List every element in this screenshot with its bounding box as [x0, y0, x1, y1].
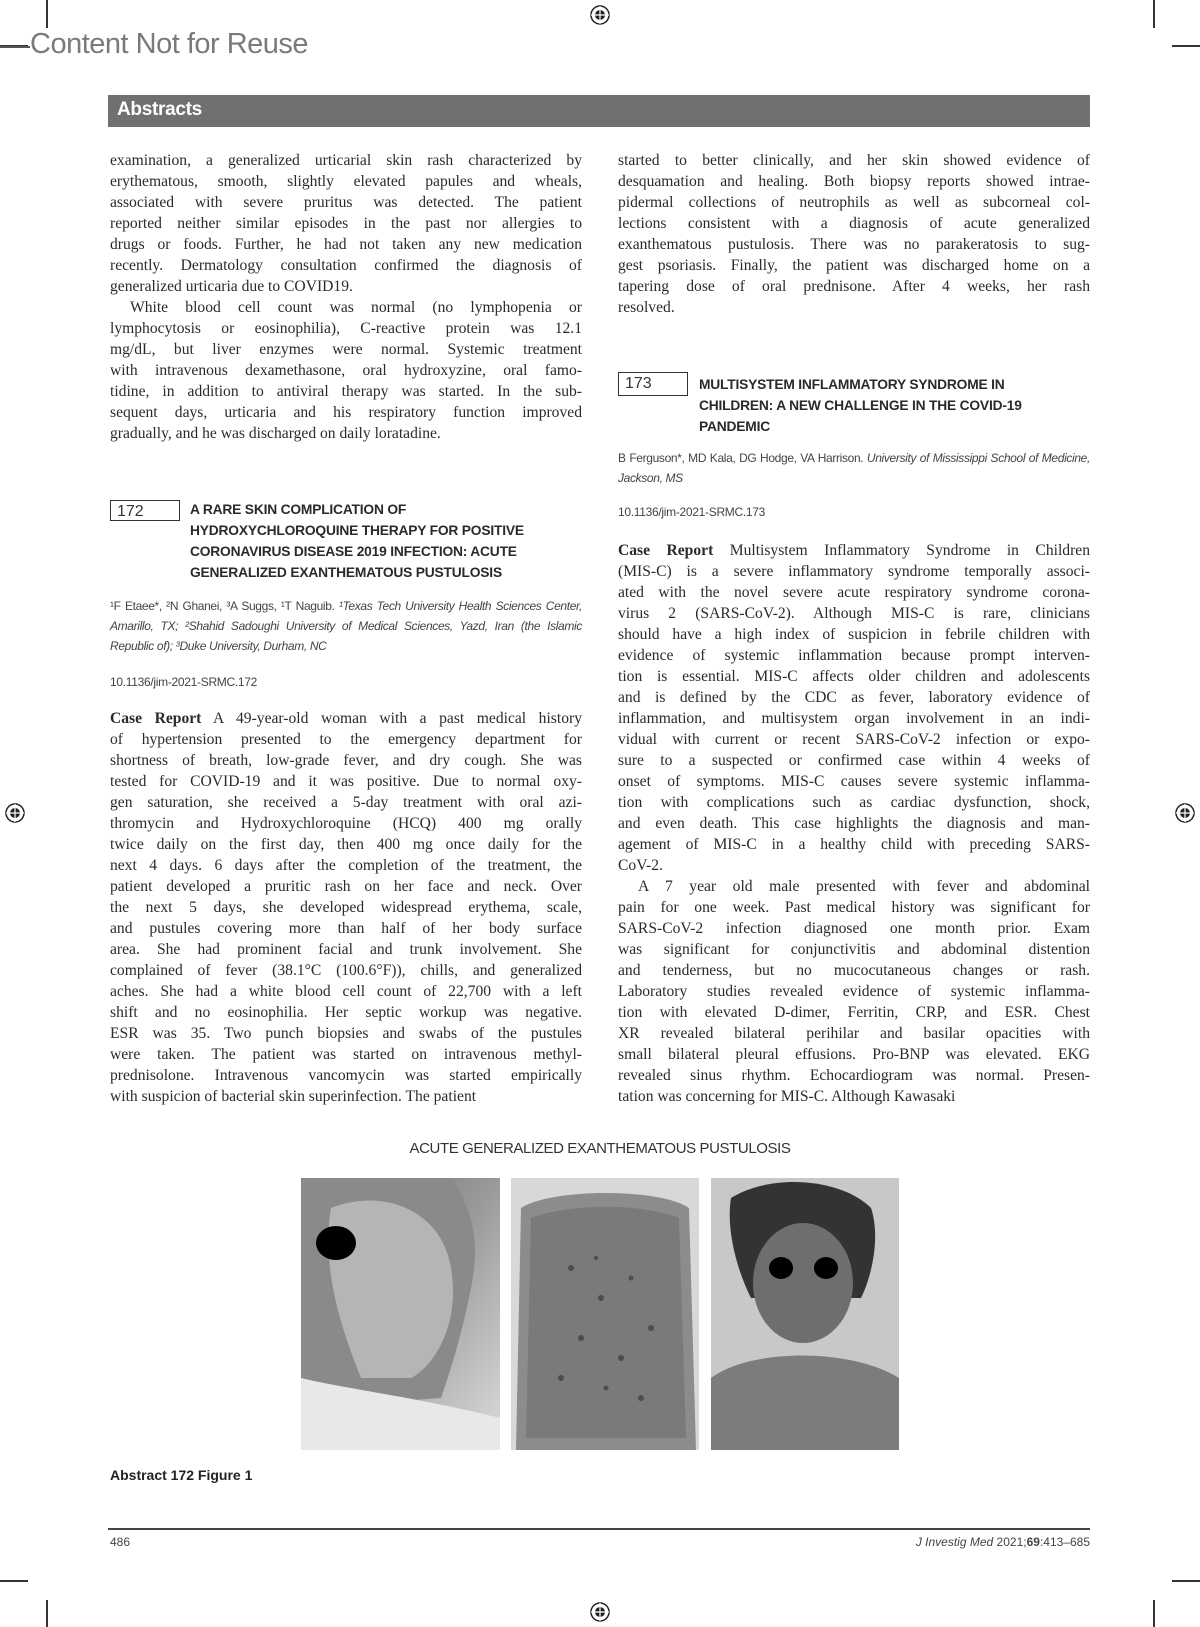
text-line: shortness of breath, low-grade fever, and dry cough. She was [110, 752, 582, 769]
patient-photo-back [511, 1178, 699, 1450]
text-line [110, 708, 582, 729]
text-line: with suspicion of bacterial skin superinfection. The patient [110, 1088, 477, 1105]
registration-mark-icon [4, 802, 26, 824]
text-line: revealed sinus rhythm. Echocardiogram was normal. Presen- [618, 1067, 1090, 1084]
text-line: small bilateral pleural effusions. Pro-BNP was elevated. EKG [618, 1046, 1090, 1063]
text-line: was significant for conjunctivitis and abdominal distention [618, 941, 1090, 958]
journal-citation [916, 1535, 1090, 1549]
case-report-172 [110, 708, 582, 1107]
text-line: tidine, in addition to antiviral therapy was started. In the sub- [110, 383, 582, 400]
text-line: Laboratory studies revealed evidence of systemic inflamma- [618, 983, 1090, 1000]
text-line: erythematous, smooth, slightly elevated papules and wheals, [110, 173, 582, 190]
crop-mark [0, 1580, 28, 1582]
crop-mark [1172, 1580, 1200, 1582]
text-line: gen saturation, she received a 5-day treatment with oral azi- [110, 794, 582, 811]
text-line: complained of fever (38.1°C (100.6°F)), chills, and generalized [110, 962, 582, 979]
text-line: drugs or foods. Further, he had not taken any new medication [110, 236, 582, 253]
abstract-number-172: 172 [110, 500, 180, 521]
text-line: area. She had prominent facial and trunk involvement. She [110, 941, 582, 958]
text-line: mg/dL, but liver enzymes were normal. Systemic treatment [110, 341, 582, 358]
text-line: and is defined by the CDC as fever, laboratory evidence of [618, 689, 1090, 706]
text-line: the next 5 days, she developed widespread erythema, scale, [110, 899, 582, 916]
text-line: gradually, and he was discharged on daily loratadine. [110, 425, 441, 442]
watermark: Content Not for Reuse [30, 28, 309, 60]
text-line: sure to a suspected or confirmed case within 4 weeks of [618, 752, 1090, 769]
text-line: with intravenous dexamethasone, oral hydroxyzine, oral famo- [110, 362, 582, 379]
text-line: tion is essential. MIS-C affects older children and adolescents [618, 668, 1090, 685]
text-line: shift and no eosinophilia. Her septic workup was negative. [110, 1004, 582, 1021]
title-line: GENERALIZED EXANTHEMATOUS PUSTULOSIS [190, 565, 502, 580]
crop-mark [1172, 45, 1200, 47]
crop-mark [46, 0, 48, 28]
crop-mark [46, 1600, 48, 1627]
text-line: and pustules covering more than half of her body surface [110, 920, 582, 937]
text-line: examination, a generalized urticarial skin rash characterized by [110, 152, 582, 169]
page-number: 486 [110, 1535, 131, 1549]
text-line: patient developed a pruritic rash on her face and neck. Over [110, 878, 582, 895]
text-line: A 7 year old male presented with fever and abdominal [638, 878, 1090, 895]
authors-172 [110, 596, 582, 656]
patient-photo-face-front [711, 1178, 899, 1450]
registration-mark-icon [1174, 802, 1196, 824]
text-line: pidermal collections of neutrophils as well as subcorneal col- [618, 194, 1090, 211]
text-line: and even death. This case highlights the diagnosis and man- [618, 815, 1090, 832]
text-line: evidence of systemic inflammation because prompt interven- [618, 647, 1090, 664]
text-line: twice daily on the first day, then 400 mg once daily for the [110, 836, 582, 853]
text-line: vidual with current or recent SARS-CoV-2 infection or expo- [618, 731, 1090, 748]
text-line: recently. Dermatology consultation confirmed the diagnosis of [110, 257, 582, 274]
title-line: MULTISYSTEM INFLAMMATORY SYNDROME IN [699, 377, 1005, 392]
figure-title: ACUTE GENERALIZED EXANTHEMATOUS PUSTULOSIS [409, 1140, 791, 1157]
case-report-label: Case Report [110, 710, 202, 727]
title-line: HYDROXYCHLOROQUINE THERAPY FOR POSITIVE [190, 523, 524, 538]
doi-172: 10.1136/jim-2021-SRMC.172 [110, 675, 258, 689]
line-text: Multisystem Inflammatory Syndrome in Children [713, 542, 1090, 559]
text-line: reported neither similar episodes in the past nor allergies to [110, 215, 582, 232]
text-line: started to better clinically, and her skin showed evidence of [618, 152, 1090, 169]
text-line: tested for COVID-19 and it was positive. Due to normal oxy- [110, 773, 582, 790]
title-line: CHILDREN: A NEW CHALLENGE IN THE COVID-19 [699, 398, 1022, 413]
line-text: A 49-year-old woman with a past medical history [201, 710, 582, 727]
text-line: tion with complications such as cardiac dysfunction, shock, [618, 794, 1090, 811]
journal-name: J Investig Med [915, 1535, 994, 1549]
text-line: gest psoriasis. Finally, the patient was discharged home on a [618, 257, 1090, 274]
footer-rule [108, 1528, 1090, 1530]
text-line: onset of symptoms. MIS-C causes severe systemic inflamma- [618, 773, 1090, 790]
abstract-title-173 [699, 374, 1022, 437]
affiliations: University of Mississippi School of Medicine, Jackson, MS [618, 451, 1090, 485]
text-line: were taken. The patient was started on intravenous methyl- [110, 1046, 582, 1063]
text-line: tion with elevated D-dimer, Ferritin, CRP, and ESR. Chest [618, 1004, 1090, 1021]
text-line: agement of MIS-C in a healthy child with preceding SARS- [618, 836, 1090, 853]
text-line: SARS-CoV-2 infection diagnosed one month prior. Exam [618, 920, 1090, 937]
affiliations: ¹Texas Tech University Health Sciences Center, Amarillo, TX; ²Shahid Sadoughi University of Medical Sciences, Yazd, Iran (the Islamic Republic of); ³Duke University, Durham, NC [110, 599, 583, 653]
text-line [618, 540, 1090, 561]
crop-mark [1153, 0, 1155, 28]
text-line: tapering dose of oral prednisone. After 4 weeks, her rash [618, 278, 1090, 295]
text-line: lymphocytosis or eosinophilia), C-reactive protein was 12.1 [110, 320, 582, 337]
text-line: (MIS-C) is a severe inflammatory syndrome temporally associ- [618, 563, 1090, 580]
text-line: of hypertension presented to the emergency department for [110, 731, 582, 748]
text-line: inflammation, and multisystem organ involvement in an indi- [618, 710, 1090, 727]
text-line: exanthematous pustulosis. There was no parakeratosis to sug- [618, 236, 1090, 253]
text-line: desquamation and healing. Both biopsy reports showed intrae- [618, 173, 1090, 190]
crop-mark [1153, 1600, 1155, 1627]
journal-volume: 69 [1026, 1535, 1040, 1549]
text-line: virus 2 (SARS-CoV-2). Although MIS-C is rare, clinicians [618, 605, 1090, 622]
abstract-number-173: 173 [618, 372, 688, 396]
text-line: prednisolone. Intravenous vancomycin was started empirically [110, 1067, 582, 1084]
text-line: XR revealed bilateral perihilar and basilar opacities with [618, 1025, 1090, 1042]
case-report-173 [618, 540, 1090, 1107]
section-header [108, 95, 1090, 127]
authors-173 [618, 448, 1090, 488]
registration-mark-icon [589, 4, 611, 26]
journal-year: 2021; [996, 1535, 1027, 1549]
journal-pages: :413–685 [1039, 1535, 1090, 1549]
text-line: thromycin and Hydroxychloroquine (HCQ) 400 mg orally [110, 815, 582, 832]
title-line: A RARE SKIN COMPLICATION OF [190, 502, 407, 517]
text-line: should have a high index of suspicion in febrile children with [618, 626, 1090, 643]
text-line: generalized urticaria due to COVID19. [110, 278, 353, 295]
text-line: resolved. [618, 299, 675, 316]
text-line: sequent days, urticaria and his respiratory function improved [110, 404, 582, 421]
text-line: White blood cell count was normal (no lymphopenia or [130, 299, 582, 316]
title-line: CORONAVIRUS DISEASE 2019 INFECTION: ACUTE [190, 544, 517, 559]
watermark-rule [0, 46, 30, 48]
text-line: lections consistent with a diagnosis of acute generalized [618, 215, 1090, 232]
abstract-title-172 [190, 499, 524, 583]
patient-photo-face-profile [301, 1178, 500, 1450]
text-line: ated with the novel severe acute respiratory syndrome corona- [618, 584, 1090, 601]
text-line: ESR was 35. Two punch biopsies and swabs of the pustules [110, 1025, 582, 1042]
text-line: next 4 days. 6 days after the completion of the treatment, the [110, 857, 582, 874]
figure-caption: Abstract 172 Figure 1 [110, 1467, 253, 1483]
title-line: PANDEMIC [699, 419, 770, 434]
section-title: Abstracts [117, 99, 202, 120]
author-list: B Ferguson*, MD Kala, DG Hodge, VA Harrison. [618, 451, 864, 465]
continued-text-172 [618, 150, 1090, 318]
text-line: and tenderness, but no mucocutaneous changes or rash. [618, 962, 1090, 979]
author-list: ¹F Etaee*, ²N Ghanei, ³A Suggs, ¹T Naguib. [110, 599, 335, 613]
registration-mark-icon [589, 1601, 611, 1623]
text-line: pain for one week. Past medical history was significant for [618, 899, 1090, 916]
text-line: tation was concerning for MIS-C. Although Kawasaki [618, 1088, 956, 1105]
doi-173: 10.1136/jim-2021-SRMC.173 [618, 505, 766, 519]
text-line: associated with severe pruritus was detected. The patient [110, 194, 582, 211]
text-line: CoV-2. [618, 857, 663, 874]
continued-text-left [110, 150, 582, 444]
case-report-label: Case Report [618, 542, 714, 559]
text-line: aches. She had a white blood cell count of 22,700 with a left [110, 983, 582, 1000]
